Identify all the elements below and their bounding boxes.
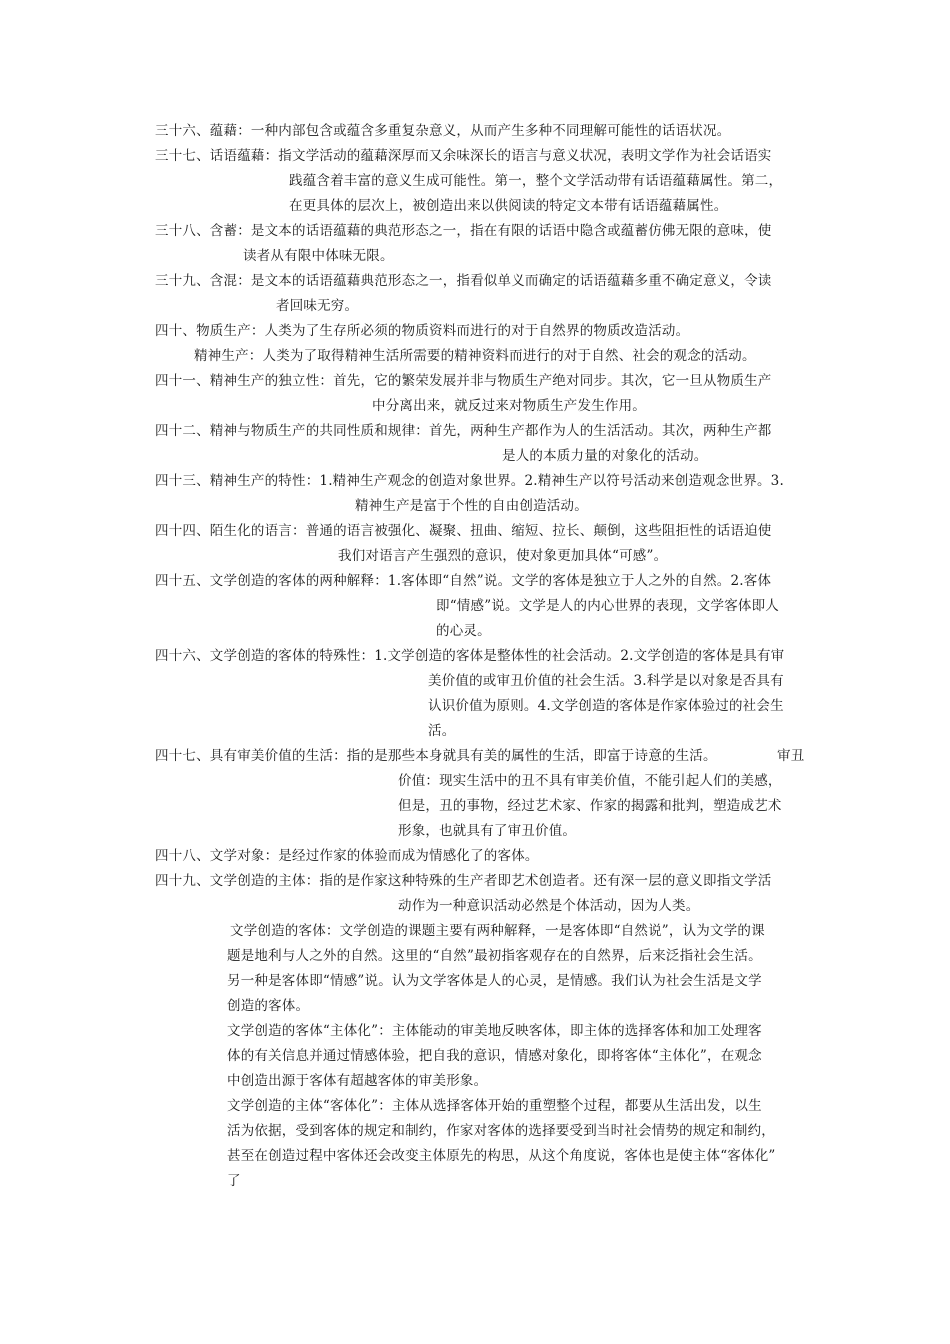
text-line: 者回味无穷。 (276, 298, 359, 314)
text-line: 在更具体的层次上，被创造出来以供阅读的特定文本带有话语蕴藉属性。 (289, 198, 728, 214)
text-line: 另一种是客体即“情感”说。认为文学客体是人的心灵，是情感。我们认为社会生活是文学 (227, 973, 762, 989)
text-line: 审丑 (777, 748, 805, 764)
text-line: 题是地利与人之外的自然。这里的“自然”最初指客观存在的自然界，后来泛指社会生活。 (227, 948, 762, 964)
text-line: 了 (227, 1173, 241, 1189)
text-line: 价值：现实生活中的丑不具有审美价值，不能引起人们的美感， (398, 773, 782, 789)
text-line: 四十四、陌生化的语言：普通的语言被强化、凝聚、扭曲、缩短、拉长、颠倒，这些阻拒性的话语迫使 (155, 523, 772, 539)
text-line: 活。 (428, 723, 456, 739)
text-line: 即“情感”说。文学是人的内心世界的表现，文学客体即人 (436, 598, 780, 614)
text-line: 中分离出来，就反过来对物质生产发生作用。 (372, 398, 646, 414)
text-line: 三十七、话语蕴藉：指文学活动的蕴藉深厚而又余味深长的语言与意义状况，表明文学作为社会话语实 (155, 148, 772, 164)
text-line: 创造的客体。 (227, 998, 310, 1014)
text-line: 文学创造的客体“主体化”：主体能动的审美地反映客体，即主体的选择客体和加工处理客 (227, 1023, 762, 1039)
text-line: 四十七、具有审美价值的生活：指的是那些本身就具有美的属性的生活，即富于诗意的生活。 (155, 748, 717, 764)
text-line: 认识价值为原则。4.文学创造的客体是作家体验过的社会生 (428, 698, 784, 714)
text-line: 四十三、精神生产的特性：1.精神生产观念的创造对象世界。2.精神生产以符号活动来创造观念世界。3. (155, 473, 784, 489)
text-line: 四十六、文学创造的客体的特殊性：1.文学创造的客体是整体性的社会活动。2.文学创造的客体是具有审 (155, 648, 785, 664)
text-line: 三十六、蕴藉：一种内部包含或蕴含多重复杂意义，从而产生多种不同理解可能性的话语状况。 (155, 123, 731, 139)
text-line: 我们对语言产生强烈的意识，使对象更加具体“可感”。 (338, 548, 668, 564)
text-line: 活为依据，受到客体的规定和制约，作家对客体的选择要受到当时社会情势的规定和制约， (227, 1123, 775, 1139)
text-line: 读者从有限中体味无限。 (243, 248, 394, 264)
text-line: 的心灵。 (436, 623, 491, 639)
text-line: 四十九、文学创造的主体：指的是作家这种特殊的生产者即艺术创造者。还有深一层的意义即指文学活 (155, 873, 772, 889)
text-line: 中创造出源于客体有超越客体的审美形象。 (227, 1073, 488, 1089)
text-line: 形象，也就具有了审丑价值。 (398, 823, 577, 839)
text-line: 三十九、含混：是文本的话语蕴藉典范形态之一，指看似单义而确定的话语蕴藉多重不确定意义，令读 (155, 273, 772, 289)
text-line: 甚至在创造过程中客体还会改变主体原先的构思，从这个角度说，客体也是使主体“客体化” (227, 1148, 776, 1164)
text-line: 文学创造的客体：文学创造的课题主要有两种解释，一是客体即“自然说”，认为文学的课 (230, 923, 765, 939)
text-line: 四十八、文学对象：是经过作家的体验而成为情感化了的客体。 (155, 848, 539, 864)
text-line: 体的有关信息并通过情感体验，把自我的意识，情感对象化，即将客体“主体化”，在观念 (227, 1048, 762, 1064)
text-line: 践蕴含着丰富的意义生成可能性。第一，整个文学活动带有话语蕴藉属性。第二， (289, 173, 783, 189)
text-line: 精神生产：人类为了取得精神生活所需要的精神资料而进行的对于自然、社会的观念的活动。 (194, 348, 756, 364)
text-line: 四十、物质生产：人类为了生存所必须的物质资料而进行的对于自然界的物质改造活动。 (155, 323, 690, 339)
text-line: 三十八、含蓄：是文本的话语蕴藉的典范形态之一，指在有限的话语中隐含或蕴蓄仿佛无限的意味，使 (155, 223, 772, 239)
text-line: 但是，丑的事物，经过艺术家、作家的揭露和批判，塑造成艺术 (398, 798, 782, 814)
text-line: 四十一、精神生产的独立性：首先，它的繁荣发展并非与物质生产绝对同步。其次，它一旦从物质生产 (155, 373, 772, 389)
text-line: 美价值的或审丑价值的社会生活。3.科学是以对象是否具有 (428, 673, 784, 689)
text-line: 动作为一种意识活动必然是个体活动，因为人类。 (398, 898, 700, 914)
text-line: 文学创造的主体“客体化”：主体从选择客体开始的重塑整个过程，都要从生活出发，以生 (227, 1098, 762, 1114)
text-line: 四十五、文学创造的客体的两种解释：1.客体即“自然”说。文学的客体是独立于人之外的自然。2.客体 (155, 573, 772, 589)
text-line: 精神生产是富于个性的自由创造活动。 (355, 498, 588, 514)
text-line: 是人的本质力量的对象化的活动。 (502, 448, 708, 464)
text-line: 四十二、精神与物质生产的共同性质和规律：首先，两种生产都作为人的生活活动。其次，两种生产都 (155, 423, 772, 439)
